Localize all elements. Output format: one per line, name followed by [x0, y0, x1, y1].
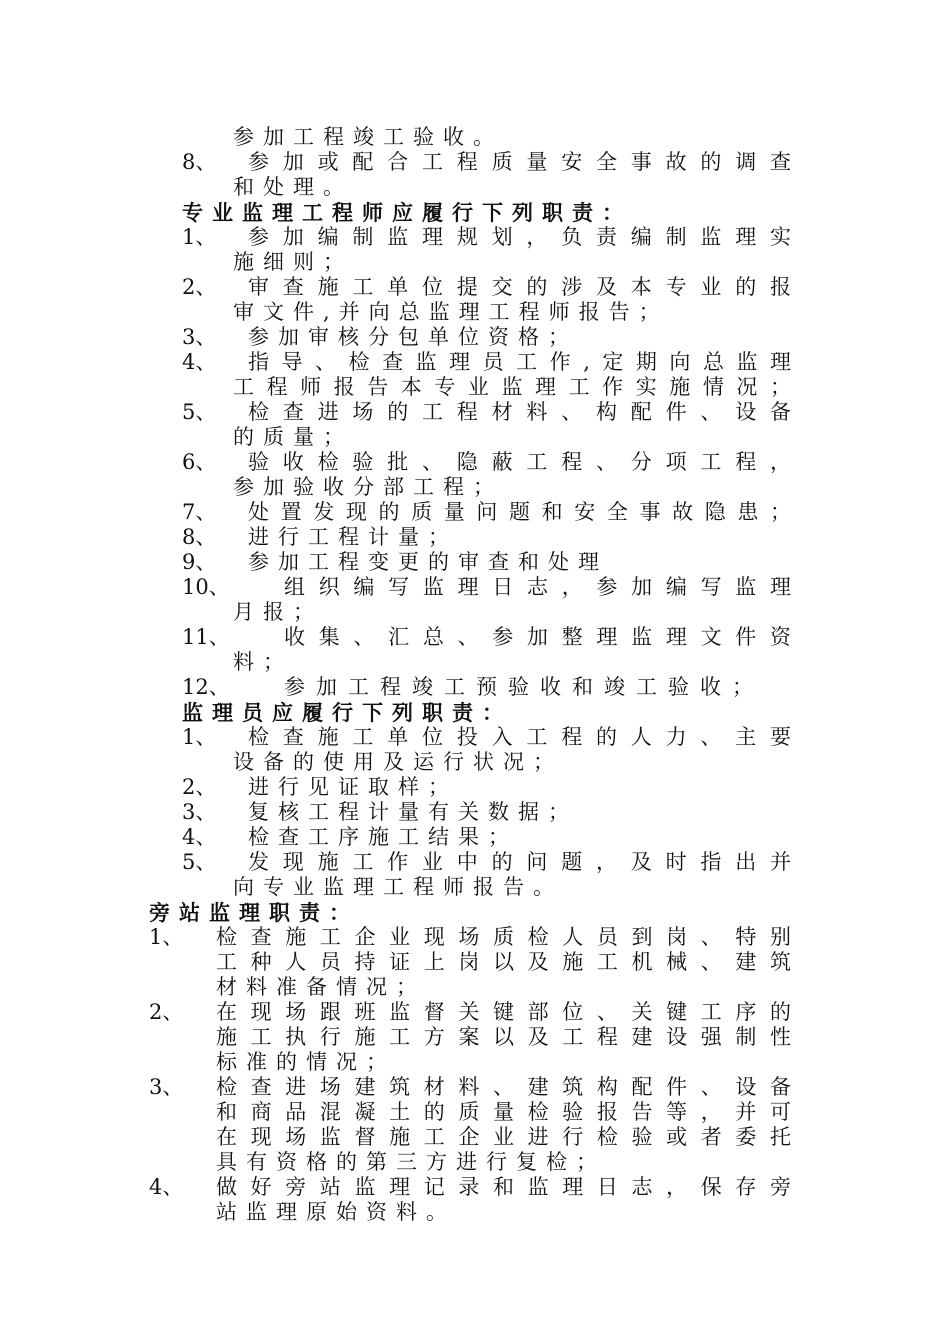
text-line: 参加编制监理规划，负责编制监理实: [248, 225, 791, 249]
item-number: 4、: [182, 350, 217, 374]
item-number: 12、: [182, 675, 230, 699]
text-line: 参加审核分包单位资格；: [248, 325, 578, 349]
text-line: 审查施工单位提交的涉及本专业的报: [248, 275, 791, 299]
text-line: 和商品混凝土的质量检验报告等，并可: [216, 1100, 791, 1124]
section-heading: 监理员应履行下列职责：: [182, 700, 512, 725]
item-number: 1、: [182, 725, 217, 749]
text-line: 具有资格的第三方进行复检；: [216, 1150, 606, 1174]
text-line: 和处理。: [233, 175, 353, 199]
section-heading: 专业监理工程师应履行下列职责：: [182, 200, 632, 225]
text-line: 发现施工作业中的问题，及时指出并: [248, 850, 791, 874]
item-number: 3、: [182, 800, 217, 824]
text-line: 检查施工单位投入工程的人力、主要: [248, 725, 791, 749]
text-line: 向专业监理工程师报告。: [233, 875, 563, 899]
item-number: 1、: [149, 925, 184, 949]
text-line: 月报；: [233, 600, 323, 624]
item-number: 10、: [182, 575, 230, 599]
text-line: 料；: [233, 650, 293, 674]
text-line: 工种人员持证上岗以及施工机械、建筑: [216, 950, 791, 974]
item-number: 5、: [182, 850, 217, 874]
text-line: 材料准备情况；: [216, 975, 426, 999]
item-number: 8、: [182, 525, 217, 549]
text-line: 审文件,并向总监理工程师报告；: [233, 300, 669, 324]
text-line: 检查进场的工程材料、构配件、设备: [248, 400, 791, 424]
item-number: 4、: [149, 1175, 184, 1199]
text-line: 进行见证取样；: [248, 775, 458, 799]
text-line: 组织编写监理日志，参加编写监理: [284, 575, 791, 599]
item-number: 3、: [182, 325, 217, 349]
text-line: 进行工程计量；: [248, 525, 458, 549]
item-number: 5、: [182, 400, 217, 424]
text-line: 指导、检查监理员工作,定期向总监理: [248, 350, 791, 374]
text-line: 做好旁站监理记录和监理日志，保存旁: [216, 1175, 791, 1199]
text-line: 站监理原始资料。: [216, 1200, 456, 1224]
text-line: 验收检验批、隐蔽工程、分项工程，: [248, 450, 791, 474]
text-line: 在现场监督施工企业进行检验或者委托: [216, 1125, 791, 1149]
text-line: 工程师报告本专业监理工作实施情况；: [233, 375, 791, 399]
text-line: 设备的使用及运行状况；: [233, 750, 563, 774]
text-line: 收集、汇总、参加整理监理文件资: [284, 625, 791, 649]
item-number: 2、: [149, 1000, 184, 1024]
item-number: 7、: [182, 500, 217, 524]
text-line: 检查工序施工结果；: [248, 825, 518, 849]
text-line: 检查施工企业现场质检人员到岗、特别: [216, 925, 791, 949]
item-number: 3、: [149, 1075, 184, 1099]
text-line: 参加工程竣工验收。: [233, 125, 503, 149]
section-heading: 旁站监理职责：: [149, 900, 359, 925]
text-line: 的质量；: [233, 425, 353, 449]
item-number: 6、: [182, 450, 217, 474]
text-line: 复核工程计量有关数据；: [248, 800, 578, 824]
item-number: 2、: [182, 775, 217, 799]
text-line: 参加工程变更的审查和处理: [248, 550, 608, 574]
item-number: 8、: [182, 150, 217, 174]
text-line: 参加工程竣工预验收和竣工验收；: [284, 675, 764, 699]
item-number: 11、: [182, 625, 230, 649]
text-line: 在现场跟班监督关键部位、关键工序的: [216, 1000, 791, 1024]
item-number: 2、: [182, 275, 217, 299]
text-line: 施细则；: [233, 250, 353, 274]
item-number: 9、: [182, 550, 217, 574]
text-line: 处置发现的质量问题和安全事故隐患；: [248, 500, 791, 524]
item-number: 4、: [182, 825, 217, 849]
text-line: 检查进场建筑材料、建筑构配件、设备: [216, 1075, 791, 1099]
item-number: 1、: [182, 225, 217, 249]
text-line: 参加验收分部工程；: [233, 475, 503, 499]
text-line: 参加或配合工程质量安全事故的调查: [248, 150, 791, 174]
text-line: 施工执行施工方案以及工程建设强制性: [216, 1025, 791, 1049]
text-line: 标准的情况；: [216, 1050, 396, 1074]
